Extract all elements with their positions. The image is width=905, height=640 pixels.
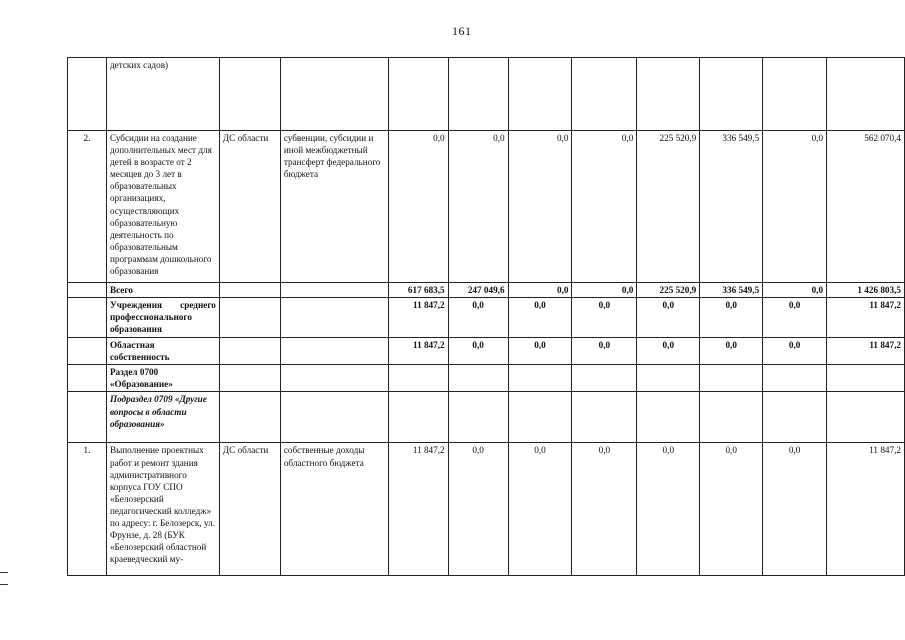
row-name: Учреждения среднего профессионального образования — [106, 298, 219, 338]
value-cell: 0,0 — [448, 298, 508, 338]
value-cell: 0,0 — [572, 298, 637, 338]
value-cell — [700, 58, 763, 131]
value-cell: 0,0 — [508, 283, 572, 298]
value-cell — [637, 365, 700, 392]
value-cell: 0,0 — [637, 298, 700, 338]
row-executor — [219, 392, 280, 443]
value-cell: 0,0 — [637, 338, 700, 365]
value-cell: 0,0 — [572, 338, 637, 365]
table-row — [68, 443, 905, 576]
value-cell: 11 847,2 — [388, 443, 448, 576]
value-cell — [388, 365, 448, 392]
value-cell — [508, 392, 572, 443]
row-number — [68, 338, 107, 365]
value-cell — [388, 392, 448, 443]
row-source — [280, 298, 388, 338]
value-cell: 11 847,2 — [827, 338, 905, 365]
row-source — [280, 365, 388, 392]
value-cell — [827, 365, 905, 392]
table-row — [68, 392, 905, 443]
page-number: 161 — [452, 24, 472, 38]
value-cell — [448, 365, 508, 392]
value-cell: 0,0 — [763, 298, 827, 338]
section-title: Раздел 0700 «Образование» — [106, 365, 219, 392]
value-cell — [448, 58, 508, 131]
value-cell: 0,0 — [763, 443, 827, 576]
value-cell — [637, 58, 700, 131]
value-cell — [572, 58, 637, 131]
value-cell — [508, 58, 572, 131]
row-name: Субсидии на создание дополнительных мест для детей в возрасте от 2 месяцев до 3 лет в образовательных организациях, осуществляющих образовательную деятельность по образовательным программам дошкольного образования — [106, 131, 219, 283]
row-name: детских садов) — [106, 58, 219, 131]
budget-table — [67, 57, 905, 576]
row-number: 2. — [68, 131, 107, 283]
value-cell: 0,0 — [763, 283, 827, 298]
row-number — [68, 298, 107, 338]
row-number — [68, 392, 107, 443]
value-cell: 11 847,2 — [827, 443, 905, 576]
table-row — [68, 365, 905, 392]
value-cell: 247 049,6 — [448, 283, 508, 298]
row-executor — [219, 298, 280, 338]
value-cell — [388, 58, 448, 131]
value-cell: 11 847,2 — [388, 298, 448, 338]
subsection-title: Подраздел 0709 «Другие вопросы в области образования» — [106, 392, 219, 443]
value-cell — [700, 365, 763, 392]
row-name: Областная собственность — [106, 338, 219, 365]
value-cell: 0,0 — [572, 131, 637, 283]
value-cell: 1 426 803,5 — [827, 283, 905, 298]
row-executor — [219, 338, 280, 365]
value-cell: 0,0 — [508, 131, 572, 283]
row-source — [280, 392, 388, 443]
value-cell — [572, 392, 637, 443]
value-cell — [448, 392, 508, 443]
value-cell: 0,0 — [700, 298, 763, 338]
value-cell: 0,0 — [700, 338, 763, 365]
value-cell: 617 683,5 — [388, 283, 448, 298]
row-source — [280, 58, 388, 131]
row-name: Всего — [106, 283, 219, 298]
value-cell — [508, 365, 572, 392]
value-cell — [637, 392, 700, 443]
value-cell: 0,0 — [448, 443, 508, 576]
value-cell: 0,0 — [572, 443, 637, 576]
row-name: Выполнение проектных работ и ремонт здания административного корпуса ГОУ СПО «Белозерский педагогический колледж» по адресу: г. Белозерск, ул. Фрунзе, д. 28 (БУК «Белозерский областной краеведческий му- — [106, 443, 219, 576]
value-cell: 11 847,2 — [827, 298, 905, 338]
value-cell: 0,0 — [763, 131, 827, 283]
value-cell — [700, 392, 763, 443]
margin-mark — [0, 584, 8, 585]
value-cell — [763, 392, 827, 443]
row-number — [68, 58, 107, 131]
value-cell: 0,0 — [572, 283, 637, 298]
value-cell: 0,0 — [508, 298, 572, 338]
row-number — [68, 365, 107, 392]
table-row — [68, 131, 905, 283]
value-cell — [763, 58, 827, 131]
value-cell — [827, 392, 905, 443]
value-cell: 225 520,9 — [637, 131, 700, 283]
row-number — [68, 283, 107, 298]
value-cell — [763, 365, 827, 392]
value-cell: 11 847,2 — [388, 338, 448, 365]
row-executor — [219, 283, 280, 298]
row-source — [280, 338, 388, 365]
value-cell: 0,0 — [508, 338, 572, 365]
value-cell: 0,0 — [700, 443, 763, 576]
value-cell: 0,0 — [448, 338, 508, 365]
value-cell: 0,0 — [637, 443, 700, 576]
row-source: субвенции, субсидии и иной межбюджетный трансферт федерального бюджета — [280, 131, 388, 283]
row-executor — [219, 58, 280, 131]
table-row — [68, 298, 905, 338]
margin-mark — [0, 572, 8, 573]
value-cell: 336 549,5 — [700, 131, 763, 283]
value-cell: 0,0 — [448, 131, 508, 283]
value-cell: 0,0 — [508, 443, 572, 576]
table-row — [68, 283, 905, 298]
row-executor: ДС области — [219, 443, 280, 576]
value-cell — [827, 58, 905, 131]
table-row — [68, 338, 905, 365]
row-executor: ДС области — [219, 131, 280, 283]
value-cell: 562 070,4 — [827, 131, 905, 283]
value-cell — [572, 365, 637, 392]
value-cell: 0,0 — [388, 131, 448, 283]
table-row — [68, 58, 905, 131]
row-number: 1. — [68, 443, 107, 576]
value-cell: 336 549,5 — [700, 283, 763, 298]
row-executor — [219, 365, 280, 392]
row-source: собственные доходы областного бюджета — [280, 443, 388, 576]
value-cell: 225 520,9 — [637, 283, 700, 298]
row-source — [280, 283, 388, 298]
value-cell: 0,0 — [763, 338, 827, 365]
